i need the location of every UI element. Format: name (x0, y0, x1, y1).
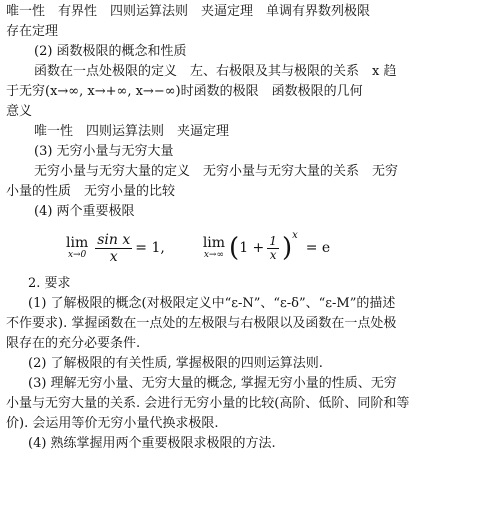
fraction-numerator: 1 (269, 233, 277, 248)
text-line: 价). 会运用等价无穷小量代换求极限. (6, 416, 219, 431)
text-line: 唯一性 四则运算法则 夹逼定理 (34, 124, 230, 139)
limit-operator (203, 236, 225, 260)
fraction-denominator: x (109, 248, 118, 265)
formula-rhs: = e (305, 240, 331, 256)
text-line: 小量的性质 无穷小量的比较 (6, 184, 176, 199)
text-line: 限存在的充分必要条件. (6, 336, 141, 351)
exponent: x (292, 230, 298, 241)
text-line: 不作要求). 掌握函数在一点处的左极限与右极限以及函数在一点处极 (6, 316, 397, 331)
important-limits-formula (6, 222, 468, 274)
fraction (267, 235, 279, 262)
formula-term: 1 + (239, 240, 265, 256)
limit-operator (66, 236, 88, 260)
document-page (6, 2, 468, 454)
text-line: 唯一性 有界性 四则运算法则 夹逼定理 单调有界数列极限 (6, 4, 371, 19)
limit-label: lim (202, 235, 226, 251)
text-line: 无穷小量与无穷大量的定义 无穷小量与无穷大量的关系 无穷 (34, 164, 399, 179)
formula-rhs: = 1, (135, 240, 165, 256)
section-heading: (2) 函数极限的概念和性质 (34, 44, 187, 59)
text-line: 于无穷(x→∞, x→+∞, x→−∞)时函数的极限 函数极限的几何 (6, 84, 363, 99)
limit-label: lim (66, 235, 89, 251)
section-heading: 2. 要求 (28, 276, 71, 291)
open-paren: ( (229, 233, 240, 263)
limit-subscript: x→0 (67, 250, 87, 260)
text-line: (1) 了解极限的概念(对极限定义中“ε-N”、“ε-δ”、“ε-M”的描述 (28, 296, 396, 311)
text-line: 小量与无穷大量的关系. 会进行无穷小量的比较(高阶、低阶、同阶和等 (6, 396, 410, 411)
text-line: 存在定理 (6, 24, 59, 39)
text-line: (4) 熟练掌握用两个重要极限求极限的方法. (28, 436, 276, 451)
section-heading: (4) 两个重要极限 (34, 204, 135, 219)
text-line: 意义 (6, 104, 33, 119)
fraction-numerator: sin x (97, 231, 131, 248)
limit-subscript: x→∞ (203, 250, 224, 260)
text-line: (3) 理解无穷小量、无穷大量的概念, 掌握无穷小量的性质、无穷 (28, 376, 397, 391)
fraction-denominator: x (269, 247, 277, 262)
text-line: 函数在一点处极限的定义 左、右极限及其与极限的关系 x 趋 (34, 64, 397, 79)
text-line: (2) 了解极限的有关性质, 掌握极限的四则运算法则. (28, 356, 323, 371)
close-paren: ) (281, 233, 293, 263)
fraction (95, 232, 132, 265)
section-heading: (3) 无穷小量与无穷大量 (34, 144, 174, 159)
